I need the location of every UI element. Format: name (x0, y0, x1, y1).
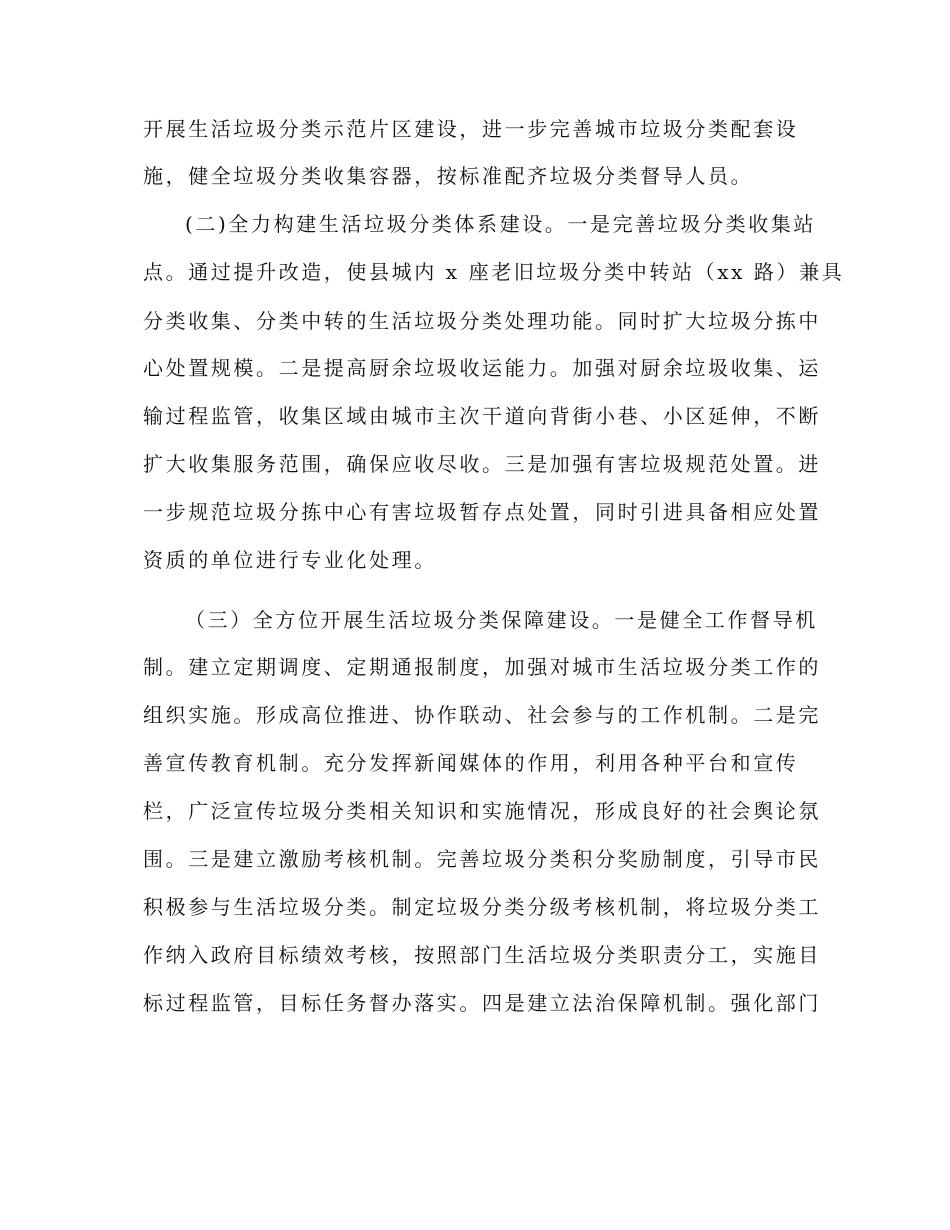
text-line: 围。三是建立激励考核机制。完善垃圾分类积分奖励制度，引导市民 (143, 847, 821, 871)
text-line: 心处置规模。二是提高厨余垃圾收运能力。加强对厨余垃圾收集、运 (143, 356, 821, 380)
text-line: 标过程监管，目标任务督办落实。四是建立法治保障机制。强化部门 (143, 991, 821, 1015)
text-line: 善宣传教育机制。充分发挥新闻媒体的作用，利用各种平台和宣传 (143, 751, 799, 775)
text-line: 作纳入政府目标绩效考核，按照部门生活垃圾分类职责分工，实施目 (143, 943, 821, 967)
text-line: (二)全力构建生活垃圾分类体系建设。一是完善垃圾分类收集站 (185, 212, 817, 236)
text-line: 积极参与生活垃圾分类。制定垃圾分类分级考核机制，将垃圾分类工 (143, 895, 821, 919)
text-line: 扩大收集服务范围，确保应收尽收。三是加强有害垃圾规范处置。进 (143, 452, 821, 476)
text-line: 栏，广泛宣传垃圾分类相关知识和实施情况，形成良好的社会舆论氛 (143, 799, 821, 823)
text-line: 制。建立定期调度、定期通报制度，加强对城市生活垃圾分类工作的 (143, 655, 821, 679)
text-line: 点。通过提升改造，使县城内 x 座老旧垃圾分类中转站（xx 路）兼具 (143, 260, 845, 284)
text-line: 开展生活垃圾分类示范片区建设，进一步完善城市垃圾分类配套设 (143, 117, 799, 141)
text-line: 分类收集、分类中转的生活垃圾分类处理功能。同时扩大垃圾分拣中 (143, 309, 821, 333)
text-line: 一步规范垃圾分拣中心有害垃圾暂存点处置，同时引进具备相应处置 (143, 500, 821, 524)
text-line: 施，健全垃圾分类收集容器，按标准配齐垃圾分类督导人员。 (143, 164, 754, 188)
text-line: 资质的单位进行专业化处理。 (143, 548, 437, 572)
text-line: 组织实施。形成高位推进、协作联动、社会参与的工作机制。二是完 (143, 703, 821, 727)
text-line: 输过程监管，收集区域由城市主次干道向背街小巷、小区延伸，不断 (143, 404, 821, 428)
text-line: （三）全方位开展生活垃圾分类保障建设。一是健全工作督导机 (185, 608, 818, 632)
